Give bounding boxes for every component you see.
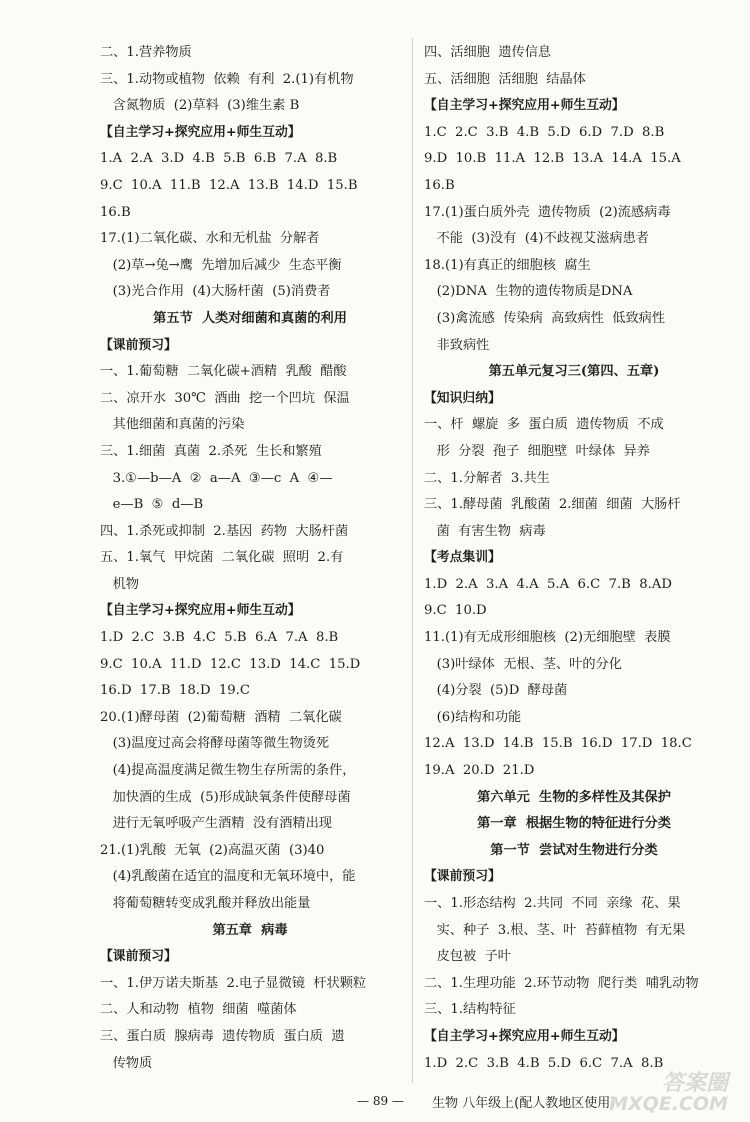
answer-line: (4)乳酸菌在适宜的温度和无氧环境中，能	[100, 869, 356, 885]
right-column	[424, 40, 724, 1077]
section-title: 第五章 病毒	[212, 922, 288, 938]
answer-line: 20.(1)酵母菌 (2)葡萄糖 酒精 二氧化碳	[100, 709, 342, 725]
answer-line: 一、1.伊万诺夫斯基 2.电子显微镜 杆状颗粒	[100, 975, 367, 991]
page-footer	[0, 1071, 750, 1115]
answer-line: 9.C 10.A 11.D 12.C 13.D 14.C 15.D	[100, 656, 361, 672]
answer-line: (3)温度过高会将酵母菌等微生物烫死	[100, 736, 330, 752]
answer-line: (3)禽流感 传染病 高致病性 低致病性	[424, 310, 666, 326]
answer-line: 21.(1)乳酸 无氧 (2)高温灭菌 (3)40	[100, 842, 325, 858]
answer-line: 不能 (3)没有 (4)不歧视艾滋病患者	[424, 231, 649, 247]
watermark-line-1: 答案圈	[661, 1071, 728, 1096]
answer-line: 三、1.动物或植物 依赖 有利 2.(1)有机物	[100, 71, 354, 87]
answer-line: 9.C 10.D	[424, 603, 487, 619]
section-title: 第五单元复习三(第四、五章)	[488, 364, 660, 380]
answer-line: 将葡萄糖转变成乳酸并释放出能量	[100, 896, 311, 911]
section-header: 【自主学习+探究应用+师生互动】	[424, 1028, 625, 1044]
answer-line: 一、1.形态结构 2.共同 不同 亲缘 花、果	[424, 896, 681, 911]
section-title: 第六单元 生物的多样性及其保护	[477, 789, 671, 805]
answer-line: 二、1.分解者 3.共生	[424, 470, 550, 486]
answer-line: 含氮物质 (2)草料 (3)维生素 B	[100, 98, 300, 114]
section-header: 【自主学习+探究应用+师生互动】	[100, 603, 301, 619]
answer-line: 1.C 2.C 3.B 4.B 5.D 6.D 7.D 8.B	[424, 124, 665, 140]
answer-line: 1.D 2.A 3.A 4.A 5.A 6.C 7.B 8.AD	[424, 576, 672, 592]
answer-line: 3.①—b—A ② a—A ③—c A ④—	[100, 470, 333, 486]
answer-line: 18.(1)有真正的细胞核 腐生	[424, 257, 591, 273]
answer-line: 菌 有害生物 病毒	[424, 523, 546, 539]
answer-line: 三、1.细菌 真菌 2.杀死 生长和繁殖	[100, 443, 322, 459]
answer-line: 二、1.营养物质	[100, 45, 192, 60]
answer-line: 四、活细胞 遗传信息	[424, 45, 552, 60]
answer-line: 17.(1)二氧化碳、水和无机盐 分解者	[100, 231, 320, 247]
section-header: 【考点集训】	[424, 550, 501, 566]
watermark-logo	[608, 1071, 728, 1115]
answer-line: 一、1.葡萄糖 二氧化碳+酒精 乳酸 醋酸	[100, 364, 347, 380]
answer-line: 19.A 20.D 21.D	[424, 763, 535, 779]
answer-line: 传物质	[100, 1055, 153, 1071]
column-divider	[412, 38, 413, 1083]
answer-line: 二、人和动物 植物 细菌 噬菌体	[100, 1002, 297, 1018]
answer-line: 三、1.酵母菌 乳酸菌 2.细菌 细菌 大肠杆	[424, 497, 681, 513]
answer-line: 16.D 17.B 18.D 19.C	[100, 683, 250, 699]
section-header: 【自主学习+探究应用+师生互动】	[100, 124, 301, 140]
answer-line: (2)草→兔→鹰 先增加后减少 生态平衡	[100, 257, 342, 273]
answer-line: 实、种子 3.根、茎、叶 苔藓植物 有无果	[424, 922, 686, 938]
section-title: 第五节 人类对细菌和真菌的利用	[153, 310, 347, 326]
left-column	[100, 40, 400, 1077]
answer-line: (2)DNA 生物的遗传物质是DNA	[424, 284, 633, 300]
answer-line: 16.B	[100, 204, 131, 220]
answer-line: 16.B	[424, 177, 455, 193]
answer-line: 形 分裂 孢子 细胞壁 叶绿体 异养	[424, 443, 650, 459]
answer-line: 9.C 10.A 11.B 12.A 13.B 14.D 15.B	[100, 177, 358, 193]
answer-line: (3)叶绿体 无根、茎、叶的分化	[424, 656, 622, 672]
book-info: 生物 八年级上(配人教地区使用)	[432, 1096, 616, 1111]
answer-line: (3)光合作用 (4)大肠杆菌 (5)消费者	[100, 284, 331, 300]
answer-line: 二、凉开水 30℃ 酒曲 挖一个凹坑 保温	[100, 390, 350, 406]
section-header: 【课前预习】	[424, 869, 501, 885]
section-header: 【课前预习】	[100, 949, 177, 965]
answer-line: 1.D 2.C 3.B 4.B 5.D 6.C 7.A 8.B	[424, 1055, 664, 1071]
page-number: — 89 —	[357, 1094, 404, 1108]
answer-line: 皮包被 子叶	[424, 949, 511, 965]
answer-line: 17.(1)蛋白质外壳 遗传物质 (2)流感病毒	[424, 204, 671, 220]
answer-line: (6)结构和功能	[424, 709, 522, 725]
answer-line: 11.(1)有无成形细胞核 (2)无细胞壁 表膜	[424, 630, 671, 646]
answer-line: 一、杆 螺旋 多 蛋白质 遗传物质 不成	[424, 417, 664, 433]
answer-line: e—B ⑤ d—B	[100, 497, 204, 513]
section-title: 第一章 根据生物的特征进行分类	[477, 816, 671, 832]
answer-line: 三、蛋白质 腺病毒 遗传物质 蛋白质 遗	[100, 1028, 345, 1044]
answer-line: 三、1.结构特征	[424, 1002, 516, 1018]
section-header: 【课前预习】	[100, 337, 177, 353]
section-header: 【自主学习+探究应用+师生互动】	[424, 98, 625, 114]
answer-line: 二、1.生理功能 2.环节动物 爬行类 哺乳动物	[424, 975, 699, 991]
answer-line: 12.A 13.D 14.B 15.B 16.D 17.D 18.C	[424, 736, 692, 752]
answer-line: 机物	[100, 576, 139, 592]
answer-line: 其他细菌和真菌的污染	[100, 417, 245, 433]
answer-line: 五、活细胞 活细胞 结晶体	[424, 71, 586, 87]
answer-line: 加快酒的生成 (5)形成缺氧条件使酵母菌	[100, 789, 351, 805]
section-title: 第一节 尝试对生物进行分类	[490, 842, 658, 858]
answer-line: 1.A 2.A 3.D 4.B 5.B 6.B 7.A 8.B	[100, 151, 338, 167]
answer-line: 进行无氧呼吸产生酒精 没有酒精出现	[100, 816, 332, 832]
section-header: 【知识归纳】	[424, 390, 501, 406]
answer-line: (4)提高温度满足微生物生存所需的条件，	[100, 763, 356, 779]
answer-line: 1.D 2.C 3.B 4.C 5.B 6.A 7.A 8.B	[100, 630, 339, 646]
answer-line: 非致病性	[424, 337, 490, 353]
answer-line: 四、1.杀死或抑制 2.基因 药物 大肠杆菌	[100, 523, 349, 539]
watermark-line-2: MXQE.COM	[609, 1093, 728, 1115]
answer-line: 9.D 10.B 11.A 12.B 13.A 14.A 15.A	[424, 151, 681, 167]
answer-line: (4)分裂 (5)D 酵母菌	[424, 683, 568, 699]
answer-line: 五、1.氧气 甲烷菌 二氧化碳 照明 2.有	[100, 550, 344, 566]
